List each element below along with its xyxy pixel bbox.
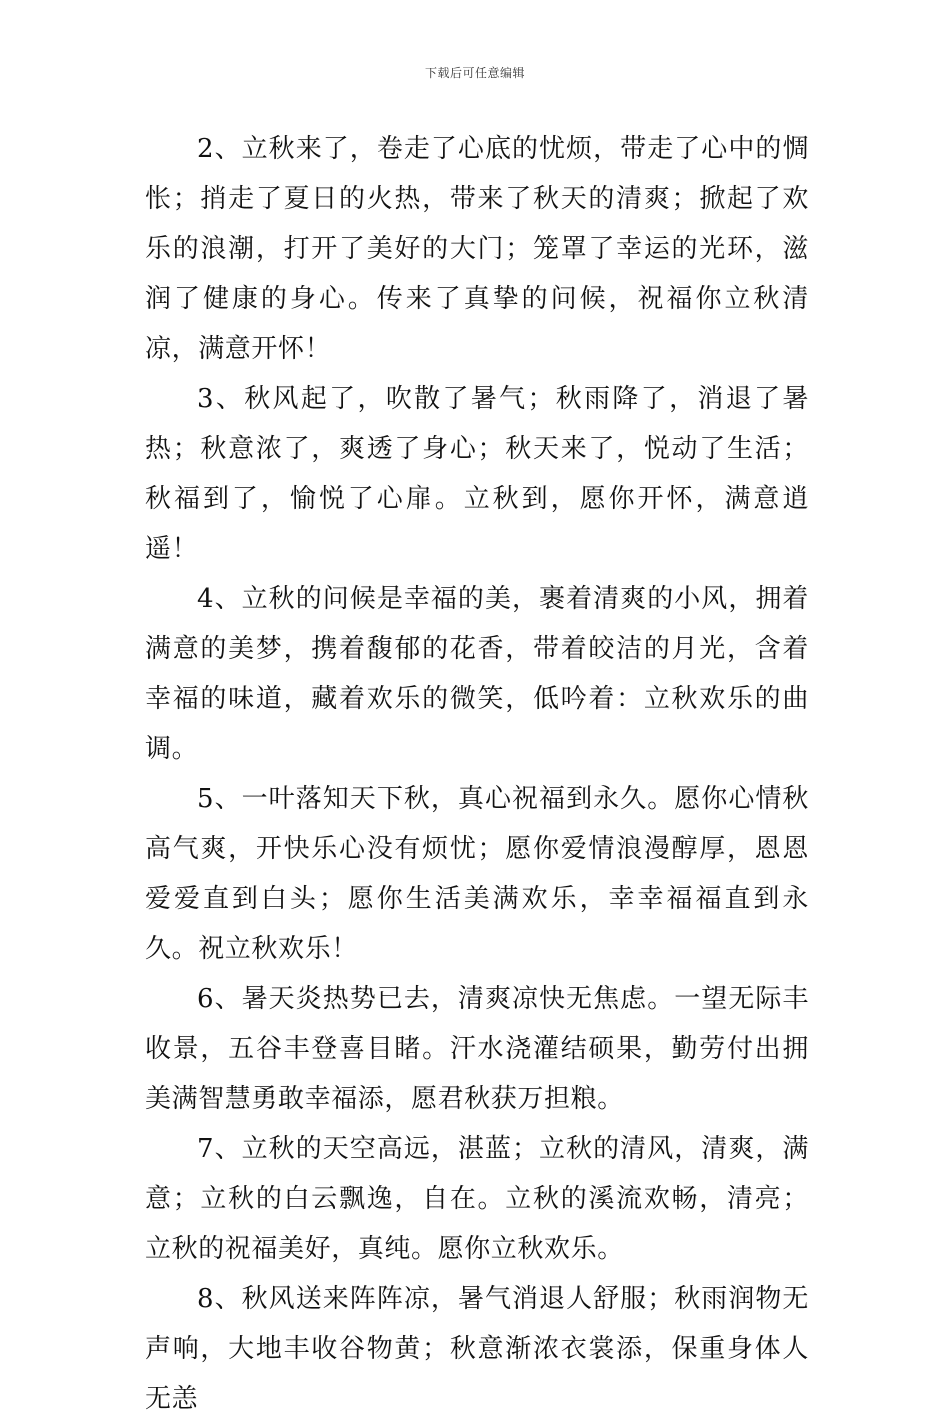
paragraph-4: 4、立秋的问候是幸福的美，裹着清爽的小风，拥着满意的美梦，携着馥郁的花香，带着皎洁的月光，含着幸福的味道，藏着欢乐的微笑，低吟着：立秋欢乐的曲调。 — [145, 584, 809, 764]
paragraph-5: 5、一叶落知天下秋，真心祝福到永久。愿你心情秋高气爽，开快乐心没有烦忧；愿你爱情浪漫醇厚，恩恩爱爱直到白头；愿你生活美满欢乐，幸幸福福直到永久。祝立秋欢乐！ — [145, 784, 809, 964]
document-body — [145, 124, 809, 1424]
page-header: 下载后可任意编辑 — [424, 66, 525, 80]
paragraph-2: 2、立秋来了，卷走了心底的忧烦，带走了心中的惆怅；捎走了夏日的火热，带来了秋天的清爽；掀起了欢乐的浪潮，打开了美好的大门；笼罩了幸运的光环，滋润了健康的身心。传来了真挚的问候，祝福你立秋清凉，满意开怀！ — [145, 134, 809, 364]
paragraph-6: 6、暑天炎热势已去，清爽凉快无焦虑。一望无际丰收景，五谷丰登喜目睹。汗水浇灌结硕果，勤劳付出拥美满智慧勇敢幸福添，愿君秋获万担粮。 — [145, 984, 809, 1114]
paragraph-3: 3、秋风起了，吹散了暑气；秋雨降了，消退了暑热；秋意浓了，爽透了身心；秋天来了，悦动了生活；秋福到了，愉悦了心扉。立秋到，愿你开怀，满意逍遥！ — [145, 384, 809, 564]
paragraph-7: 7、立秋的天空高远，湛蓝；立秋的清风，清爽，满意；立秋的白云飘逸，自在。立秋的溪流欢畅，清亮；立秋的祝福美好，真纯。愿你立秋欢乐。 — [145, 1134, 809, 1264]
paragraph-8: 8、秋风送来阵阵凉，暑气消退人舒服；秋雨润物无声响，大地丰收谷物黄；秋意渐浓衣裳添，保重身体人无恙 — [145, 1284, 809, 1414]
